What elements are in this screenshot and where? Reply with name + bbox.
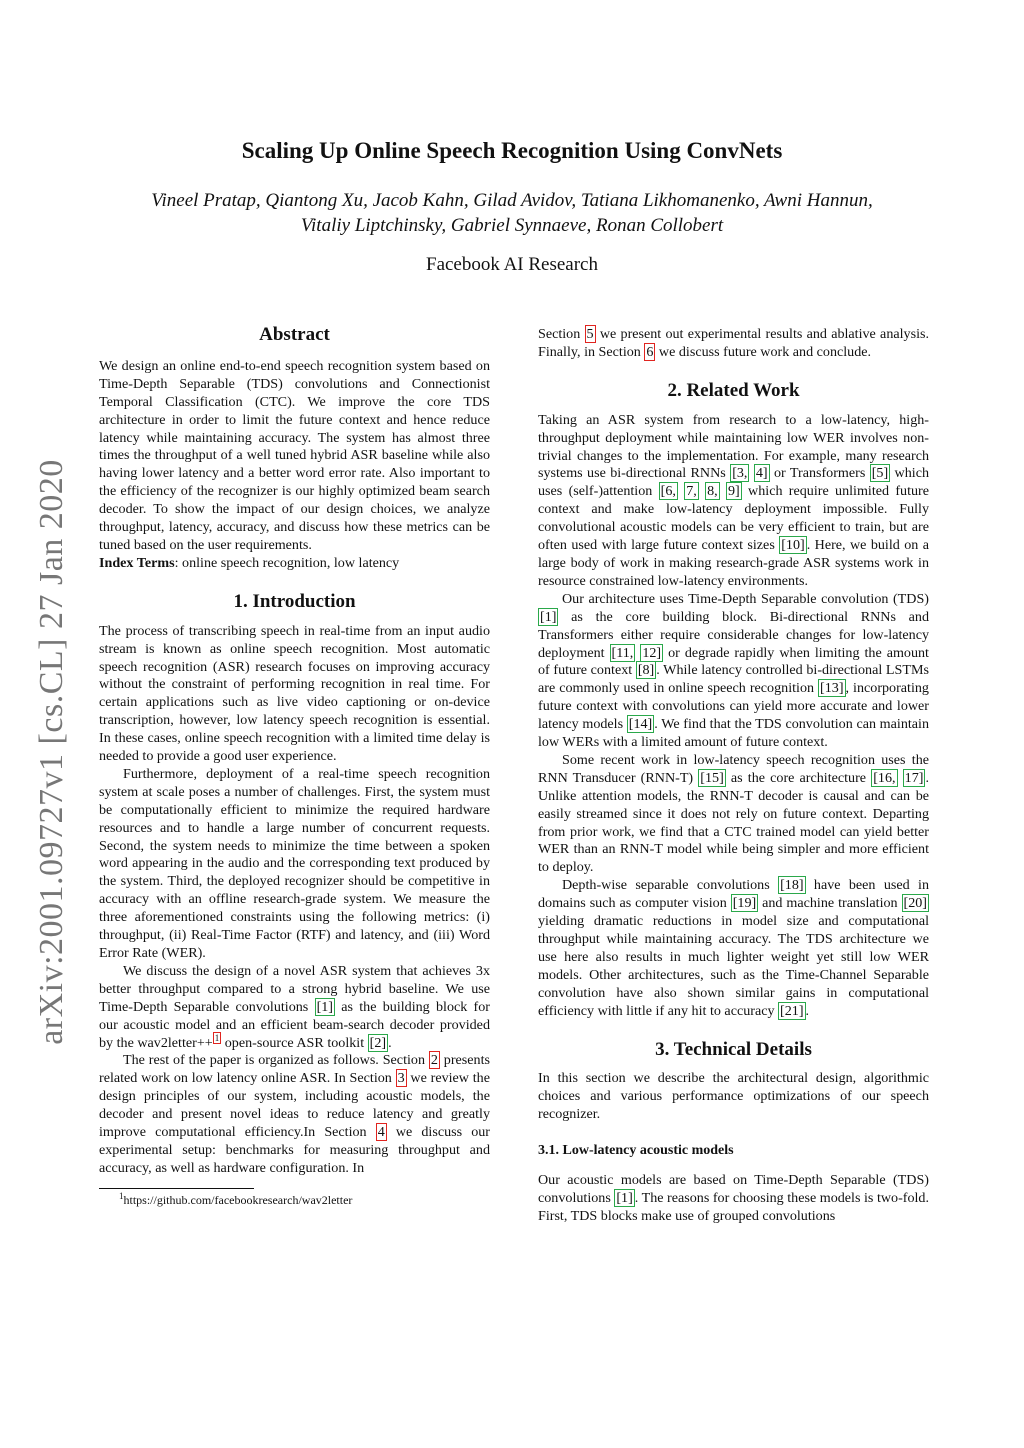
related-paragraph-4: Depth-wise separable convolutions [18] have been used in domains such as computer vision [19] and machine translation [20] yielding dramatic reductions in model size and computational throughput while maintaining accuracy. The TDS architecture we use here also results in much lighter weight yet still low WER models. Other architectures, such as the Time-Channel Separable convolution have also shown similar gains in computational efficiency with little if any hit to accuracy [21] .: [538, 877, 929, 1019]
abstract-text: We design an online end-to-end speech recognition system based on Time-Depth Separable (TDS) convolutions and Connectionist Temporal Classification (CTC). We improve the core TDS architecture in order to limit the future context and hence reduce latency while maintaining accuracy. The system has almost three times the throughput of a well tuned hybrid ASR baseline while also having lower latency and a better word error rate. Also important to the efficiency of the recognizer is our highly optimized beam search decoder. To show the impact of our design choices, we analyze throughput, latency, accuracy, and discuss how these metrics can be tuned based on the user requirements.: [99, 357, 490, 553]
citation-link[interactable]: [5]: [871, 465, 889, 482]
intro-continuation: Section 5 we present out experimental results and ablative analysis. Finally, in Section 6 we discuss future work and conclude.: [538, 326, 929, 360]
footnote-rule: [99, 1188, 254, 1189]
index-terms-label: Index Terms: [99, 554, 175, 571]
citation-link[interactable]: [18]: [780, 877, 804, 894]
citation-link[interactable]: 17]: [904, 769, 924, 786]
paper-title: Scaling Up Online Speech Recognition Using ConvNets: [241, 138, 783, 163]
intro-paragraph-1: The process of transcribing speech in real-time from an input audio stream is known as online speech recognition. Most automatic speech recognition (ASR) research focuses on improving accuracy without the constraint of performing recognition in real time. For certain applications such as live video captioning or on-device transcription, however, low latency speech recognition is essential. In these cases, online speech recognition with a limited time delay is needed to provide a good user experience.: [99, 622, 490, 765]
section-link[interactable]: 5: [586, 326, 594, 342]
footnote-number: 1: [119, 1190, 124, 1201]
citation-link[interactable]: [1]: [616, 1189, 633, 1206]
citation-link[interactable]: [16,: [873, 769, 896, 786]
citation-link[interactable]: [2]: [369, 1034, 387, 1051]
author-list: [100, 188, 924, 238]
footnote: [99, 1190, 490, 1208]
section-link[interactable]: 6: [646, 343, 654, 360]
technical-details-heading: 3. Technical Details: [655, 1038, 812, 1060]
citation-link[interactable]: [21]: [780, 1002, 804, 1019]
citation-link[interactable]: 9]: [728, 483, 740, 500]
related-paragraph-2: Our architecture uses Time-Depth Separable convolution (TDS) [1] as the core building block. Bi-directional RNNs and Transformers either require considerable changes for low-latency deployment [11, 12] or degrade rapidly when limiting the amount of future context [8] . While latency controlled bi-directional LSTMs are commonly used in online speech recognition [13] , incorporating future context with convolutions can yield more accurate and lower latency models [14] . We find that the TDS convolution can maintain low WERs with a limited amount of future context.: [538, 590, 930, 751]
authors-line-2: Vitaliy Liptchinsky, Gabriel Synnaeve, Ronan Collobert: [300, 215, 724, 236]
related-work-heading: 2. Related Work: [667, 379, 800, 401]
citation-link[interactable]: [10]: [781, 537, 805, 554]
citation-link[interactable]: 12]: [642, 644, 662, 661]
citation-link[interactable]: [19]: [732, 895, 757, 912]
intro-paragraph-3: We discuss the design of a novel ASR system that achieves 3x better throughput compared to a strong hybrid baseline. We use Time-Depth Separable convolutions [1] as the building block for our acoustic model and an efficient beam-search decoder provided by the wav2letter++ $^1$ open-source ASR toolkit [2] .: [99, 962, 490, 1051]
intro-paragraph-2: Furthermore, deployment of a real-time speech recognition system at scale poses a number of challenges. First, the system must be computationally efficient to minimize the required hardware resources and to handle a large number of concurrent requests. Second, the system needs to minimize the time between a spoken word appearing in the audio and the corresponding text produced by the system. Third, the deployed recognizer should be competitive in accuracy with an offline research-grade system. We measure the three aforementioned constraints using the following metrics: (i) throughput, (ii) Real-Time Factor (RTF) and latency, and (iii) Word Error Rate (WER).: [99, 765, 490, 961]
citation-link[interactable]: 8,: [707, 483, 718, 500]
technical-paragraph-2: Our acoustic models are based on Time-Depth Separable (TDS) convolutions [1] . The reasons for choosing these models is two-fold. First, TDS blocks make use of grouped convolutions: [538, 1172, 929, 1224]
section-link[interactable]: 4: [377, 1124, 385, 1141]
arxiv-identifier: arXiv:2001.09727v1 [cs.CL] 27 Jan 2020: [33, 459, 70, 1045]
footnote-marker[interactable]: 1: [214, 1032, 220, 1043]
affiliation: Facebook AI Research: [426, 254, 598, 275]
left-column: [99, 326, 490, 1208]
technical-paragraph-1: In this section we describe the architectural design, algorithmic choices and various performance optimizations of our speech recognizer.: [538, 1070, 929, 1123]
citation-link[interactable]: [6,: [660, 483, 676, 500]
index-terms-value: : online speech recognition, low latency: [174, 554, 400, 571]
related-paragraph-3: Some recent work in low-latency speech recognition uses the RNN Transducer (RNN-T) [15] as the core architecture [16, 17] . Unlike attention models, the RNN-T decoder is causal and can be easily streamed since it does not rely on future context. Departing from prior work, we find that a CTC trained model can yield better WER than an RNN-T model while being simpler and more efficient to deploy.: [538, 751, 929, 876]
citation-link[interactable]: [8]: [637, 662, 655, 679]
section-link[interactable]: 2: [430, 1052, 438, 1069]
citation-link[interactable]: [1]: [316, 998, 333, 1015]
intro-paragraph-4: The rest of the paper is organized as follows. Section 2 presents related work on low latency online ASR. In Section 3 we review the design principles of our system, including acoustic models, the decoder and present novel ideas to reduce latency and greatly improve computational efficiency.In Section 4 we discuss our experimental setup: benchmarks for measuring throughput and accuracy, as well as hardware configuration. In: [99, 1052, 490, 1176]
citation-link[interactable]: [11,: [611, 644, 634, 661]
citation-link[interactable]: [13]: [820, 680, 844, 697]
authors-line-1: Vineel Pratap, Qiantong Xu, Jacob Kahn, Gilad Avidov, Tatiana Likhomanenko, Awni Hannun,: [151, 190, 873, 211]
abstract-heading: Abstract: [259, 324, 330, 345]
citation-link[interactable]: 7,: [686, 483, 697, 500]
citation-link[interactable]: [3,: [732, 465, 748, 482]
introduction-heading: 1. Introduction: [233, 590, 356, 612]
citation-link[interactable]: 4]: [755, 465, 768, 482]
right-column: [538, 326, 929, 1226]
section-link[interactable]: 3: [397, 1070, 405, 1087]
citation-link[interactable]: [20]: [903, 895, 927, 912]
citation-link[interactable]: [15]: [700, 769, 724, 786]
citation-link[interactable]: [1]: [540, 608, 557, 625]
related-paragraph-1: Taking an ASR system from research to a low-latency, high-throughput deployment while maintaining low WER involves non-trivial changes to the implementation. For example, many research systems use bi-directional RNNs [3, 4] or Transformers [5] which uses (self-)attention [6, 7, 8, 9] which require unlimited future context and make low-latency deployment impossible. Fully convolutional acoustic models can be very efficient to train, but are often used with large future context sizes [10] . Here, we build on a large body of work in making research-grade ASR systems work in resource constrained low-latency environments.: [538, 411, 929, 589]
footnote-url[interactable]: https://github.com/facebookresearch/wav2letter: [123, 1192, 353, 1207]
subsection-heading: 3.1. Low-latency acoustic models: [538, 1143, 734, 1159]
citation-link[interactable]: [14]: [628, 716, 653, 733]
index-terms: [99, 555, 490, 573]
